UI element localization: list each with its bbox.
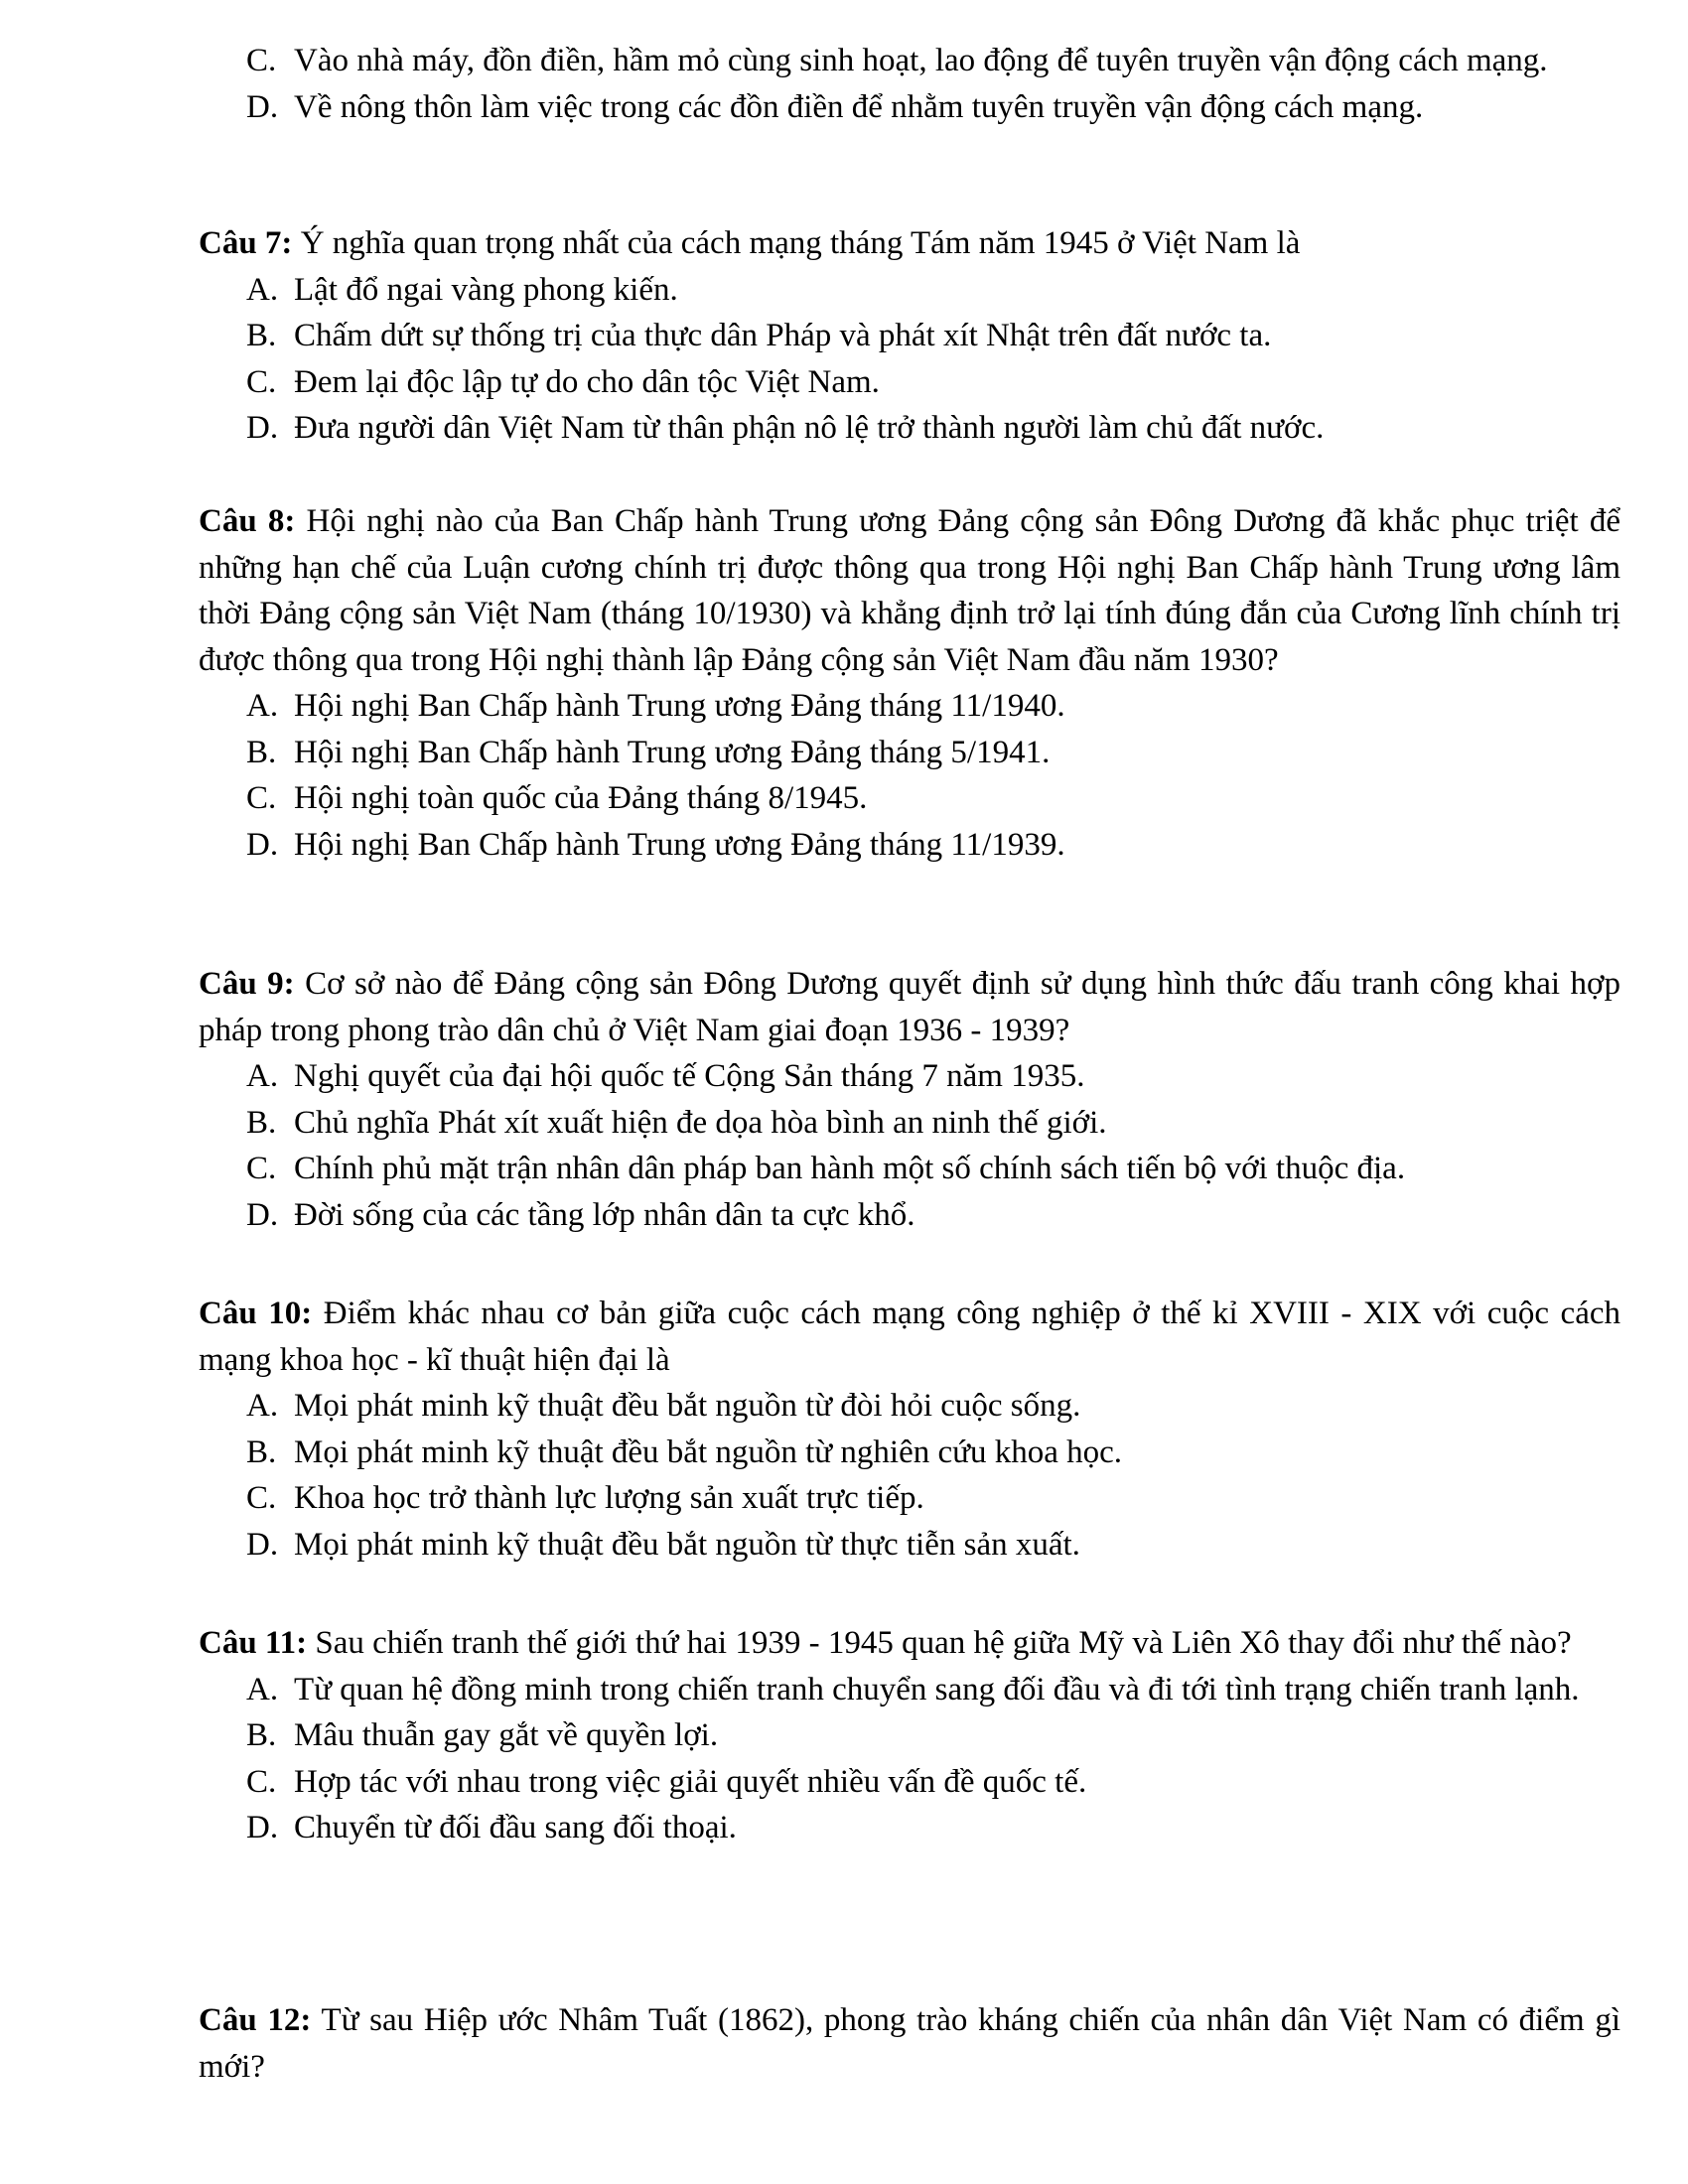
question-number: Câu 9: — [199, 966, 295, 1002]
question-8 — [199, 498, 1620, 868]
option-letter: B. — [246, 1104, 277, 1141]
option-b — [246, 1430, 1620, 1476]
option-text: Khoa học trở thành lực lượng sản xuất trực tiếp. — [294, 1480, 924, 1516]
option-letter: C. — [246, 1763, 277, 1800]
question-7 — [199, 220, 1620, 452]
option-a — [246, 1383, 1620, 1430]
question-number: Câu 10: — [199, 1296, 313, 1331]
option-text: Chấm dứt sự thống trị của thực dân Pháp và phát xít Nhật trên đất nước ta. — [294, 318, 1272, 353]
option-letter: C. — [246, 780, 277, 816]
option-b — [246, 730, 1620, 776]
option-letter: D. — [246, 1526, 279, 1563]
question-text: Ý nghĩa quan trọng nhất của cách mạng tháng Tám năm 1945 ở Việt Nam là — [300, 225, 1301, 261]
option-text: Đưa người dân Việt Nam từ thân phận nô lệ trở thành người làm chủ đất nước. — [294, 410, 1325, 446]
option-text: Chủ nghĩa Phát xít xuất hiện đe dọa hòa bình an ninh thế giới. — [294, 1104, 1107, 1141]
question-number: Câu 11: — [199, 1625, 308, 1661]
question-text: Từ sau Hiệp ước Nhâm Tuất (1862), phong trào kháng chiến của nhân dân Việt Nam có điểm gì mới? — [199, 2002, 1620, 2085]
question-stem — [199, 961, 1620, 1053]
option-text: Hội nghị Ban Chấp hành Trung ương Đảng tháng 11/1939. — [294, 826, 1065, 863]
option-text: Mọi phát minh kỹ thuật đều bắt nguồn từ đòi hỏi cuộc sống. — [294, 1388, 1081, 1424]
question-stem — [199, 1291, 1620, 1383]
question-stem — [199, 1997, 1620, 2090]
option-d — [246, 84, 1620, 131]
option-b — [246, 1100, 1620, 1147]
question-number: Câu 12: — [199, 2002, 312, 2038]
option-text: Mọi phát minh kỹ thuật đều bắt nguồn từ thực tiễn sản xuất. — [294, 1526, 1080, 1563]
option-letter: C. — [246, 43, 277, 78]
option-a — [246, 1053, 1620, 1100]
question-text: Hội nghị nào của Ban Chấp hành Trung ương Đảng cộng sản Đông Dương đã khắc phục triệt để những hạn chế của Luận cương chính trị được thông qua trong Hội nghị Ban Chấp hành Trung ương lâm thời Đảng cộng sản Việt Nam (tháng 10/1930) và khẳng định trở lại tính đúng đắn của Cương lĩnh chính trị được thông qua trong Hội nghị thành lập Đảng cộng sản Việt Nam đầu năm 1930? — [199, 503, 1620, 678]
option-c — [246, 38, 1620, 84]
option-d — [246, 1192, 1620, 1239]
option-a — [246, 267, 1620, 314]
question-9 — [199, 961, 1620, 1238]
option-d — [246, 822, 1620, 869]
option-b — [246, 1712, 1620, 1759]
option-letter: D. — [246, 1810, 279, 1845]
question-text: Cơ sở nào để Đảng cộng sản Đông Dương quyết định sử dụng hình thức đấu tranh công khai hợp pháp trong phong trào dân chủ ở Việt Nam giai đoạn 1936 - 1939? — [199, 966, 1620, 1048]
question-stem — [199, 498, 1620, 683]
option-text: Hội nghị toàn quốc của Đảng tháng 8/1945. — [294, 780, 868, 816]
option-letter: B. — [246, 1433, 277, 1470]
option-letter: D. — [246, 88, 279, 125]
option-text: Từ quan hệ đồng minh trong chiến tranh chuyển sang đối đầu và đi tới tình trạng chiến tranh lạnh. — [294, 1671, 1580, 1707]
option-letter: C. — [246, 1151, 277, 1186]
option-c — [246, 1759, 1620, 1806]
option-d — [246, 405, 1620, 452]
option-letter: D. — [246, 410, 279, 446]
option-d — [246, 1805, 1620, 1851]
option-text: Lật đổ ngai vàng phong kiến. — [294, 271, 678, 308]
question-stem — [199, 220, 1620, 267]
option-letter: C. — [246, 363, 277, 400]
question-number: Câu 8: — [199, 503, 296, 539]
option-b — [246, 313, 1620, 359]
option-text: Vào nhà máy, đồn điền, hầm mỏ cùng sinh hoạt, lao động để tuyên truyền vận động cách mạng. — [294, 43, 1548, 78]
option-letter: B. — [246, 1717, 277, 1753]
option-c — [246, 775, 1620, 822]
option-text: Hội nghị Ban Chấp hành Trung ương Đảng tháng 5/1941. — [294, 734, 1051, 770]
question-11 — [199, 1620, 1620, 1851]
option-letter: A. — [246, 1671, 279, 1707]
option-text: Nghị quyết của đại hội quốc tế Cộng Sản tháng 7 năm 1935. — [294, 1058, 1085, 1094]
option-c — [246, 359, 1620, 406]
question-6-continuation — [199, 38, 1620, 130]
option-letter: C. — [246, 1480, 277, 1516]
option-a — [246, 683, 1620, 730]
question-number: Câu 7: — [199, 225, 293, 261]
option-text: Đem lại độc lập tự do cho dân tộc Việt Nam. — [294, 363, 880, 400]
option-text: Hợp tác với nhau trong việc giải quyết nhiều vấn đề quốc tế. — [294, 1763, 1087, 1800]
option-letter: B. — [246, 318, 277, 353]
option-d — [246, 1522, 1620, 1569]
question-stem — [199, 1620, 1620, 1667]
question-text: Điểm khác nhau cơ bản giữa cuộc cách mạng công nghiệp ở thế kỉ XVIII - XIX với cuộc cách mạng khoa học - kĩ thuật hiện đại là — [199, 1296, 1620, 1378]
option-letter: A. — [246, 271, 279, 308]
option-c — [246, 1146, 1620, 1192]
question-text: Sau chiến tranh thế giới thứ hai 1939 - 1945 quan hệ giữa Mỹ và Liên Xô thay đổi như thế nào? — [315, 1625, 1572, 1661]
option-text: Hội nghị Ban Chấp hành Trung ương Đảng tháng 11/1940. — [294, 688, 1065, 724]
option-text: Chuyển từ đối đầu sang đối thoại. — [294, 1810, 737, 1845]
option-a — [246, 1667, 1620, 1713]
option-letter: D. — [246, 1196, 279, 1233]
question-12 — [199, 1997, 1620, 2090]
option-letter: A. — [246, 688, 279, 724]
option-text: Đời sống của các tầng lớp nhân dân ta cực khổ. — [294, 1196, 915, 1233]
option-c — [246, 1475, 1620, 1522]
option-letter: B. — [246, 734, 277, 770]
option-letter: A. — [246, 1388, 279, 1424]
option-letter: A. — [246, 1058, 279, 1094]
question-10 — [199, 1291, 1620, 1568]
option-letter: D. — [246, 826, 279, 863]
option-text: Mọi phát minh kỹ thuật đều bắt nguồn từ nghiên cứu khoa học. — [294, 1433, 1123, 1470]
option-text: Về nông thôn làm việc trong các đồn điền để nhằm tuyên truyền vận động cách mạng. — [294, 88, 1424, 125]
option-text: Mâu thuẫn gay gắt về quyền lợi. — [294, 1717, 719, 1753]
option-text: Chính phủ mặt trận nhân dân pháp ban hành một số chính sách tiến bộ với thuộc địa. — [294, 1151, 1406, 1186]
